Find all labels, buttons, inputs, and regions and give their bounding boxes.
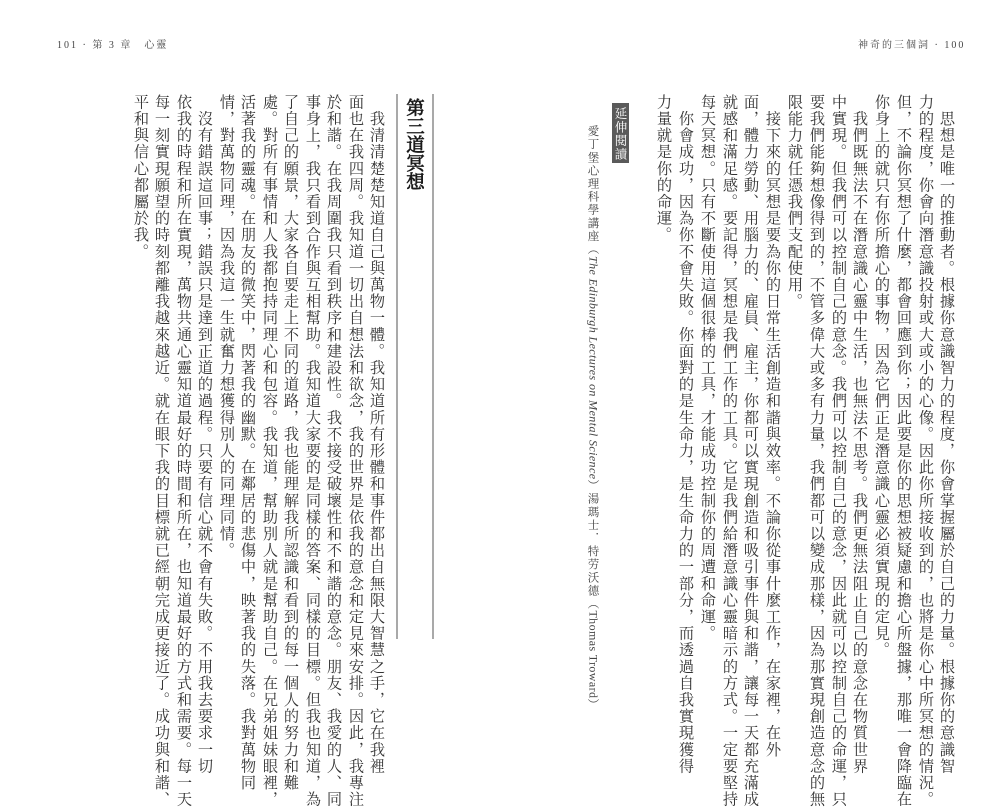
further-reading-label: 延伸閱讀 (612, 103, 629, 163)
right-page-column: 我們既無法不在潛意識心靈中生活，也無法不思考。我們更無法阻止自己的意念在物質世界 (851, 94, 869, 775)
left-page-column: 了自己的願景，大家各自要走上不同的道路，我也能理解我所認識和看到的每一個人的努力和難 (282, 94, 300, 792)
left-page-column: 處。對所有事情和人我都抱持同理心和包容。我知道，幫助別人就是幫助自己。在兄弟姐妹眼裡， (261, 94, 279, 808)
reference-title-en: The Edinburgh Lectures on Mental Science (586, 256, 601, 480)
right-page-header: 神奇的三個詞 · 100 (858, 40, 966, 51)
right-page-column: 中實現。但我們可以控制自己的意念。我們可以控制自己的意念，因此就可以控制自己的命運，只 (830, 94, 848, 808)
right-page-column: 思想是唯一的推動者。根據你意識智力的程度，你會掌握屬於自己的力量。根據你的意識智 (938, 94, 956, 775)
right-page-column: 限能力就任憑我們支配使用。 (786, 94, 804, 310)
left-page-column: 每一刻實現願望的時刻都離我越來越近。就在眼下我的目標就已經朝完成更接近了。成功與和諧、 (153, 94, 171, 808)
left-page-column: 於和諧。在我周圍我只看到秩序和建設性。我不接受破壞性和不和諧的意念。朋友、我愛的人、同 (325, 94, 343, 808)
reference-paren-open: （ (586, 242, 601, 257)
left-page-column: 我清清楚楚知道自己與萬物一體。我知道所有形體和事件都出自無限大智慧之手，它在我裡 (368, 94, 386, 775)
further-reading-reference (587, 125, 600, 712)
left-page-header: 101 · 第 3 章 心靈 (57, 40, 169, 51)
right-page-column: 面，體力勞動、用腦力的、雇員、雇主，你都可以實現創造和吸引事件與和諧，讓每一天都充滿成 (742, 94, 760, 808)
left-page-column: 情，對萬物同理，因為我這一生就奮力想獲得別人的同理同情。 (218, 94, 236, 559)
right-page-column: 就感和滿足感。要記得，冥想是我們工作的工具。它是我們給潛意識心靈暗示的方式。一定要堅持 (721, 94, 739, 808)
reference-title-zh: 愛丁堡心理科學講座 (586, 125, 601, 243)
left-page-column: 事身上，我只看到合作與互相幫助。我知道大家要的是同樣的答案、同樣的目標。但我也知道，為 (304, 94, 322, 808)
section-title: 第三道冥想 (403, 98, 425, 191)
left-page-column: 依我的時程和所在實現，萬物共通心靈知道最好的時間和所在，也知道最好的方式和需要。每一天 (175, 94, 193, 808)
left-page-column: 沒有錯誤這回事；錯誤只是達到正道的過程。只要有信心就不會有失敗。不用我去要求一切 (196, 94, 214, 775)
right-page-column: 每天冥想。只有不斷使用這個很棒的工具，才能成功控制你的周遭和命運。 (699, 94, 717, 642)
left-page-column: 平和與信心都屬於我。 (132, 94, 150, 260)
reference-author-paren-open: （ (586, 597, 601, 611)
right-page-column: 接下來的冥想是要為你的日常生活創造和諧與效率。不論你從事什麼工作，在家裡，在外 (764, 94, 782, 758)
right-page-column: 力量就是你的命運。 (655, 94, 673, 244)
left-page-column: 面也在我四周。我知道一切出自想法和欲念，我的世界是依我的意念和定見來安排。因此，我專注 (347, 94, 365, 808)
reference-author-paren-close: ） (586, 698, 601, 712)
right-page-column: 你會成功，因為你不會失敗。你面對的是生命力，是生命力的一部分，而透過自我實現獲得 (677, 94, 695, 775)
reference-author-en: Thomas Troward (586, 610, 601, 699)
right-page-column: 但，不論你冥想了什麼，都會回應到你；因此要是你的思想被疑慮和擔心所盤據，那唯一會降臨在 (895, 94, 913, 808)
right-page-column: 要我們能夠想像得到的，不管多偉大或多有力量，我們都可以變成那樣，因為那實現創造意念的無 (808, 94, 826, 808)
left-page-column: 活著我的靈魂。在朋友的微笑中，閃著我的幽默。在鄰居的悲傷中，映著我的失落。我對萬物同 (239, 94, 257, 792)
right-page-column: 力的程度，你會向潛意識投射或大或小的心像。因此你所接收到的，也將是你心中所冥想的情況。 (917, 94, 935, 808)
reference-author-zh: 湯瑪士．特劳沃德 (586, 492, 601, 598)
reference-paren-close: ） (586, 479, 601, 493)
right-page-column: 你身上的就只有你所擔心的事物，因為它們正是潛意識心靈必須實現的定見。 (873, 94, 891, 659)
